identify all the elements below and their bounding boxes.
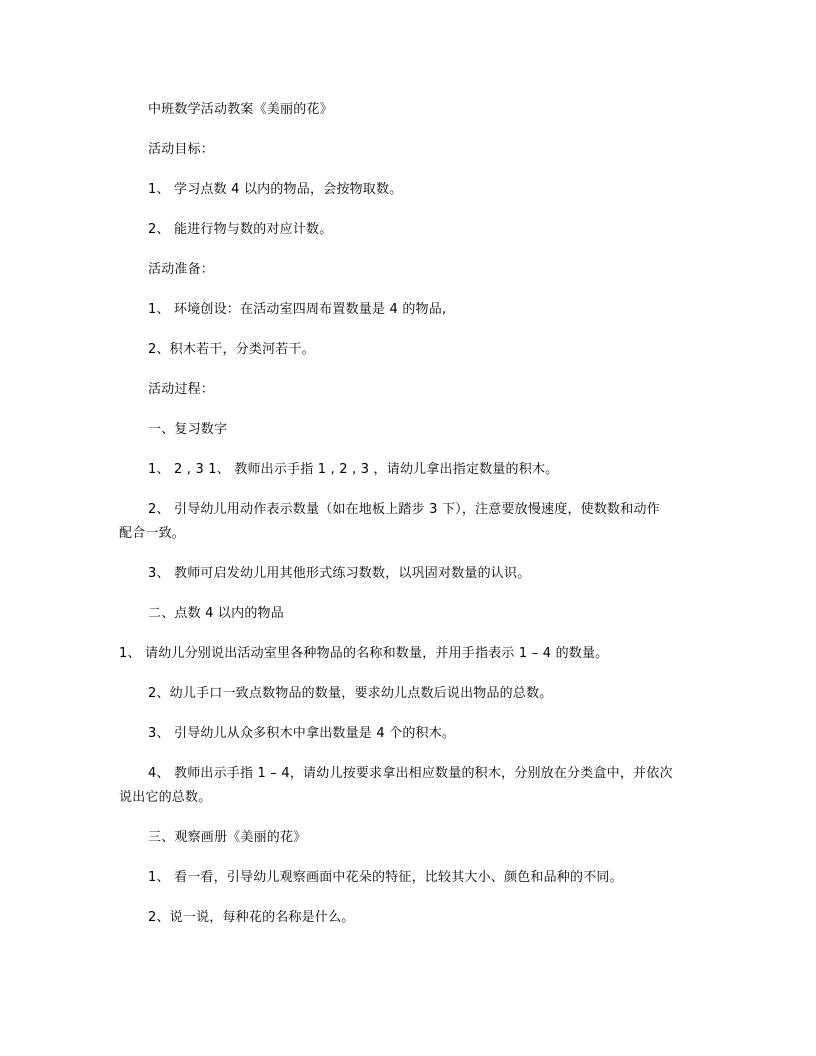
paragraph: 2、幼儿手口一致点数物品的数量，要求幼儿点数后说出物品的总数。 — [148, 686, 553, 701]
paragraph: 2、 引导幼儿用动作表示数量（如在地板上踏步 3 下），注意要放慢速度，使数数和动作 — [148, 502, 660, 517]
paragraph: 2、 能进行物与数的对应计数。 — [148, 222, 333, 237]
paragraph: 3、 引导幼儿从众多积木中拿出数量是 4 个的积木。 — [148, 726, 456, 741]
subheading: 二、点数 4 以内的物品 — [148, 606, 284, 621]
section-heading-preparation: 活动准备： — [148, 262, 215, 277]
paragraph-continuation: 配合一致。 — [119, 526, 186, 541]
paragraph: 2、积木若干，分类河若干。 — [148, 342, 315, 357]
document-title: 中班数学活动教案《美丽的花》 — [148, 102, 333, 117]
paragraph: 4、 教师出示手指 1 – 4，请幼儿按要求拿出相应数量的积木，分别放在分类盒中，并依次 — [148, 766, 673, 781]
subheading: 三、观察画册《美丽的花》 — [148, 830, 307, 845]
paragraph: 1、 2 , 3 1、 教师出示手指 1 , 2 , 3 ，请幼儿拿出指定数量的积木。 — [148, 462, 559, 477]
paragraph: 1、 请幼儿分别说出活动室里各种物品的名称和数量，并用手指表示 1 – 4 的数量。 — [119, 646, 609, 661]
section-heading-process: 活动过程： — [148, 382, 215, 397]
paragraph: 3、 教师可启发幼儿用其他形式练习数数，以巩固对数量的认识。 — [148, 566, 531, 581]
paragraph: 1、 学习点数 4 以内的物品，会按物取数。 — [148, 182, 403, 197]
paragraph-continuation: 说出它的总数。 — [119, 790, 212, 805]
paragraph: 1、 环境创设：在活动室四周布置数量是 4 的物品, — [148, 302, 447, 317]
subheading: 一、复习数字 — [148, 422, 228, 437]
section-heading-goals: 活动目标： — [148, 142, 215, 157]
paragraph: 2、说一说，每种花的名称是什么。 — [148, 910, 355, 925]
paragraph: 1、 看一看，引导幼儿观察画面中花朵的特征，比较其大小、颜色和品种的不同。 — [148, 870, 623, 885]
